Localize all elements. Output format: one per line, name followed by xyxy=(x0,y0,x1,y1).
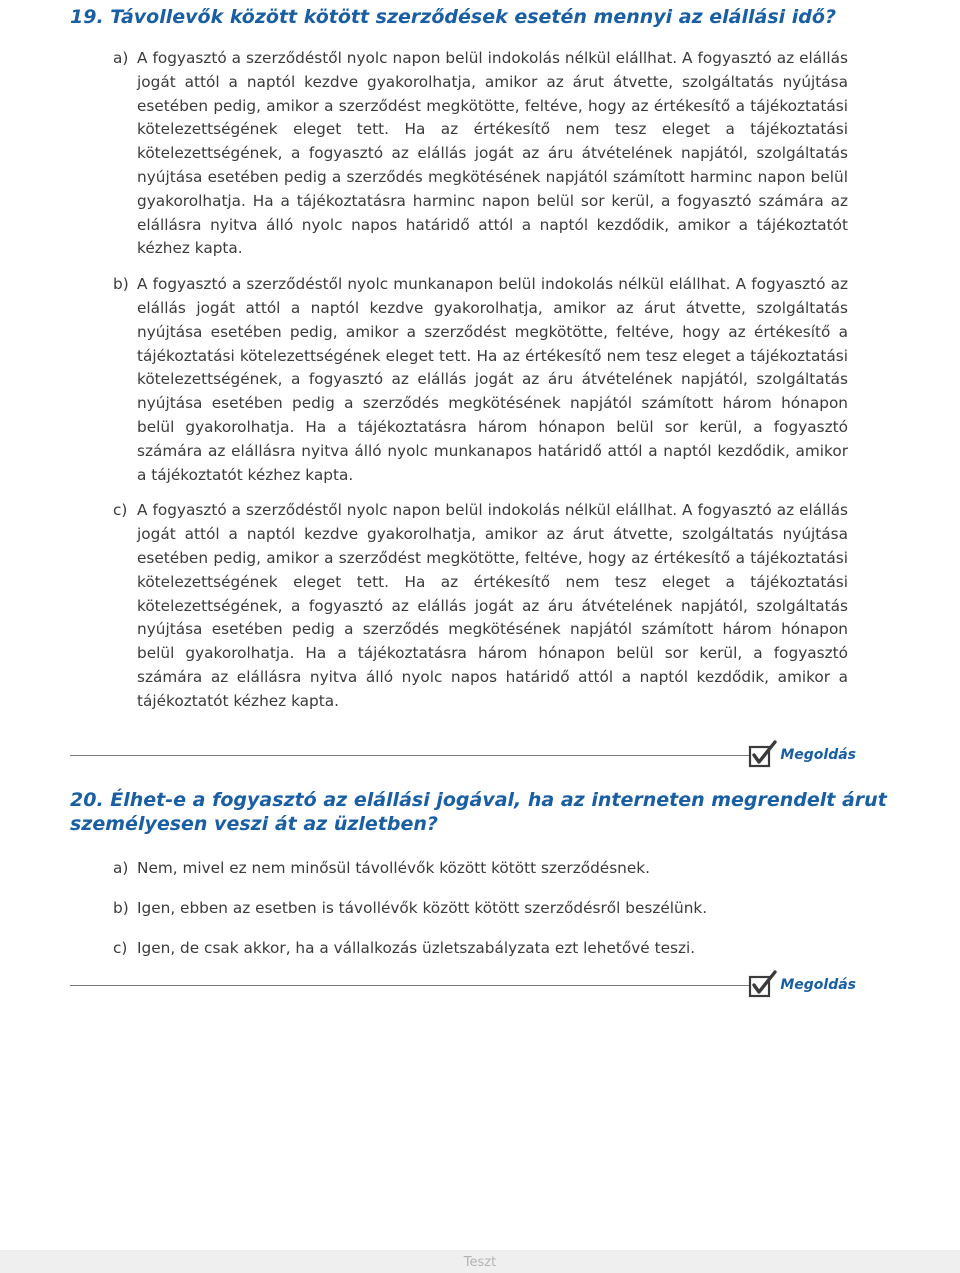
option-text: A fogyasztó a szerződéstől nyolc napon belül indokolás nélkül elállhat. A fogyasztó az elállás jogát attól a naptól kezdve gyakorolhatja, amikor az árut átvette, szolgáltatás nyújtása esetében pedig, amikor a szerződést megkötötte, feltéve, hogy az értékesítő a tájékoztatási kötelezettségének eleget tett. Ha az értékesítő nem tesz eleget a tájékoztatási kötelezettségének, a fogyasztó az elállás jogát az áru átvételének napjától, szolgáltatás nyújtása esetében pedig a szerződés megkötésének napjától számított harminc napon belül gyakorolhatja. Ha a tájékoztatásra harminc napon belül sor kerül, a fogyasztó számára az elállásra nyitva álló nyolc napos határidő attól a naptól kezdődik, amikor a tájékoztatót kézhez kapta. xyxy=(137,49,848,258)
checkbox-check-icon xyxy=(748,970,778,1000)
question-19-option-a[interactable] xyxy=(113,47,848,261)
option-text: Nem, mivel ez nem minősül távollévők között kötött szerződésnek. xyxy=(137,859,650,877)
option-text: A fogyasztó a szerződéstől nyolc napon belül indokolás nélkül elállhat. A fogyasztó az elállás jogát attól a naptól kezdve gyakorolhatja, amikor az árut átvette, szolgáltatás nyújtása esetében pedig, amikor a szerződést megkötötte, feltéve, hogy az értékesítő a tájékoztatási kötelezettségének eleget tett. Ha az értékesítő nem tesz eleget a tájékoztatási kötelezettségének, a fogyasztó az elállás jogát az áru átvételének napjától, szolgáltatás nyújtása esetében pedig a szerződés megkötésének napjától számított három hónapon belül gyakorolhatja. Ha a tájékoztatásra három hónapon belül sor kerül, a fogyasztó számára az elállásra nyitva álló nyolc napos határidő attól a naptól kezdődik, amikor a tájékoztatót kézhez kapta. xyxy=(137,501,848,710)
option-text: Igen, ebben az esetben is távollévők között kötött szerződésről beszélünk. xyxy=(137,898,708,917)
question-19-solution-row xyxy=(70,740,856,770)
question-20-option-b[interactable] xyxy=(113,897,848,921)
option-letter: c) xyxy=(113,501,128,520)
option-letter: b) xyxy=(113,898,129,917)
option-letter: a) xyxy=(113,859,129,877)
solution-label: Megoldás xyxy=(780,977,856,993)
option-letter: b) xyxy=(113,275,129,294)
question-19-option-c[interactable] xyxy=(113,499,848,713)
question-19-solution-button[interactable] xyxy=(748,740,856,770)
question-20-solution-row xyxy=(70,970,856,1000)
question-20-options xyxy=(113,857,848,976)
divider xyxy=(70,755,756,756)
question-19-options xyxy=(113,47,848,726)
question-20-title: 20. Élhet-e a fogyasztó az elállási jogával, ha az interneten megrendelt árut személyesen veszi át az üzletben? xyxy=(70,789,887,835)
question-19-option-b[interactable] xyxy=(113,273,848,487)
question-20-option-a[interactable] xyxy=(113,857,848,881)
option-letter: a) xyxy=(113,49,129,67)
option-letter: c) xyxy=(113,938,128,957)
footer-label: Teszt xyxy=(463,1255,497,1270)
option-text: Igen, de csak akkor, ha a vállalkozás üzletszabályzata ezt lehetővé teszi. xyxy=(137,938,696,957)
question-20-solution-button[interactable] xyxy=(748,970,856,1000)
option-text: A fogyasztó a szerződéstől nyolc munkanapon belül indokolás nélkül elállhat. A fogyasztó az elállás jogát attól a naptól kezdve gyakorolhatja, amikor az árut átvette, szolgáltatás nyújtása esetében pedig, amikor a szerződést megkötötte, feltéve, hogy az értékesítő a tájékoztatási kötelezettségének eleget tett. Ha az értékesítő nem tesz eleget a tájékoztatási kötelezettségének, a fogyasztó az elállás jogát az áru átvételének napjától, szolgáltatás nyújtása esetében pedig a szerződés megkötésének napjától számított három hónapon belül gyakorolhatja. Ha a tájékoztatásra három hónapon belül sor kerül, a fogyasztó számára az elállásra nyitva álló nyolc munkanapos határidő attól a naptól kezdődik, amikor a tájékoztatót kézhez kapta. xyxy=(137,275,848,484)
question-19-title: 19. Távollevők között kötött szerződések esetén mennyi az elállási idő? xyxy=(70,6,836,28)
solution-label: Megoldás xyxy=(780,747,856,763)
question-20-option-c[interactable] xyxy=(113,937,848,961)
divider xyxy=(70,985,756,986)
checkbox-check-icon xyxy=(748,740,778,770)
